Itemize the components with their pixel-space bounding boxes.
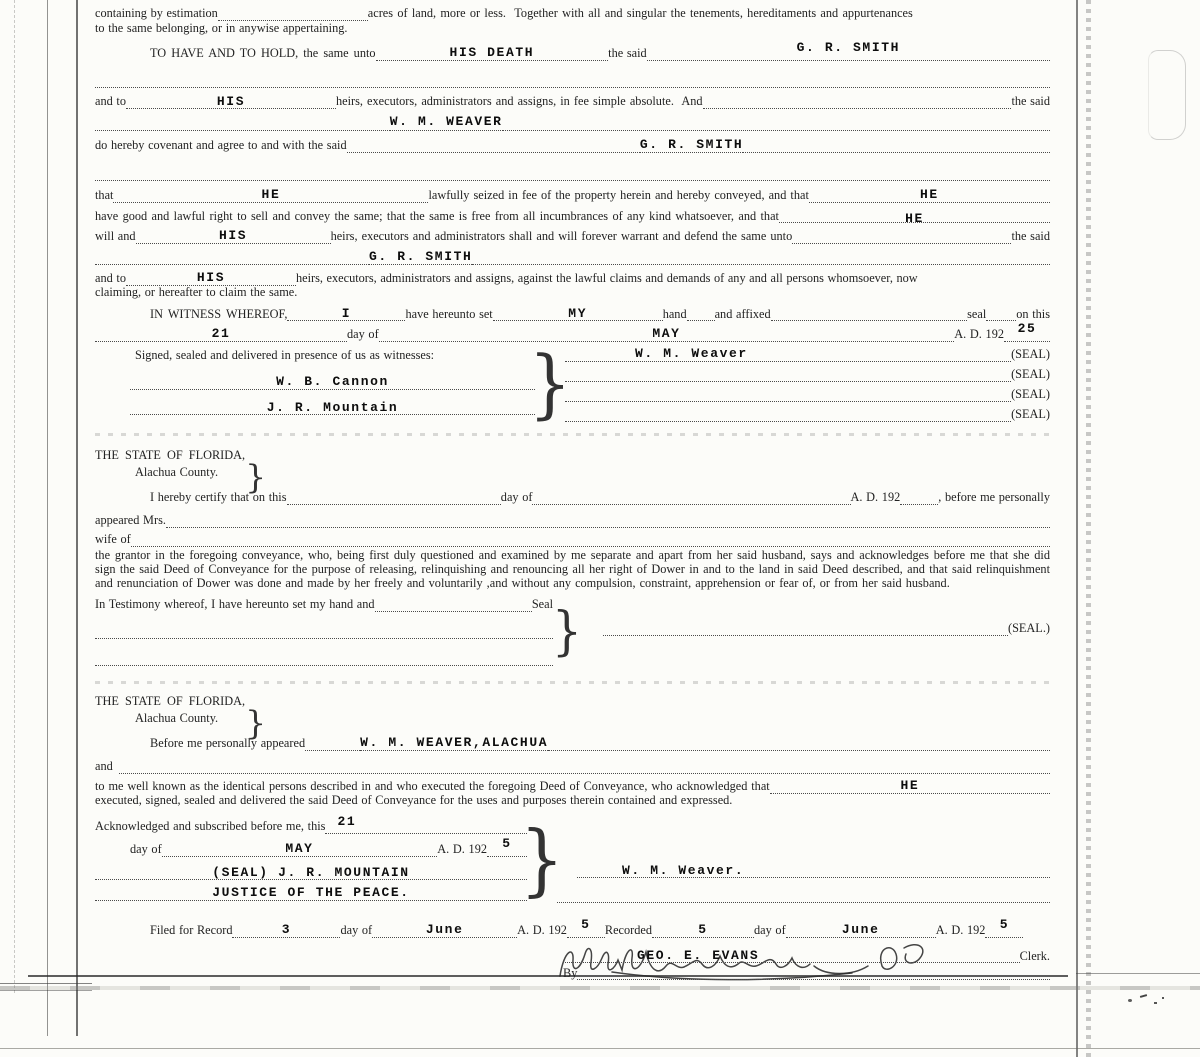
printed-text: executed, signed, sealed and delivered the said Deed of Conveyance for the uses and purposes therein contained and expressed. [95, 792, 733, 807]
printed-text: (SEAL) [1011, 406, 1050, 421]
fill-line [565, 949, 1020, 964]
typed-entry: W. M. WEAVER,ALACHUA [360, 734, 549, 750]
printed-text: A. D. 192 [850, 489, 901, 504]
typed-entry: HE [920, 187, 939, 203]
left-cross-line-1 [0, 983, 92, 984]
printed-text: have good and lawful right to sell and convey the same; that the same is free from all incumbrances of any kind whatsoever, and that [95, 208, 779, 223]
fill-line [95, 264, 369, 265]
typed-entry: MY [568, 305, 588, 321]
fill-line [493, 307, 663, 322]
fill-line [218, 20, 368, 21]
fill-line [770, 779, 1050, 794]
form-line [95, 514, 1050, 528]
typed-entry: 5 [698, 922, 708, 938]
printed-text: THE STATE OF FLORIDA, [95, 447, 246, 462]
printed-text: do hereby covenant and agree to and with the said [95, 138, 347, 153]
printed-text: to me well known as the identical persons described in and who executed the foregoing Deed of Conveyance, who acknowledged that [95, 778, 770, 793]
printed-text: Filed for Record [150, 923, 233, 938]
fill-line [557, 902, 1050, 903]
printed-text: I hereby certify that on this [150, 489, 287, 504]
typed-entry: G. R. SMITH [796, 40, 901, 55]
typed-entry: HIS [216, 93, 246, 109]
typed-entry: 21 [211, 326, 231, 342]
bottom-edge-line-right [1076, 973, 1200, 974]
typed-entry: June [841, 922, 880, 938]
form-line [95, 625, 553, 639]
typed-entry: J. R. Mountain [266, 399, 399, 415]
form-line [95, 188, 1050, 203]
printed-text: on this [1016, 306, 1050, 321]
printed-text: Signed, sealed and delivered in presence of us as witnesses: [135, 348, 435, 363]
fill-line [95, 130, 390, 131]
printed-text: and [95, 759, 113, 774]
printed-text: TO HAVE AND TO HOLD, the same unto [150, 45, 376, 60]
printed-text: and to [95, 271, 126, 286]
printed-text: seal [967, 306, 987, 321]
form-line [95, 736, 1050, 752]
printed-text: wife of [95, 531, 131, 546]
fill-line [126, 271, 296, 286]
right-edge-rule [1076, 0, 1078, 1057]
form-line [95, 491, 1050, 505]
bottom-page-line [0, 1048, 1200, 1049]
fill-line [162, 842, 438, 857]
typed-entry: 5 [999, 917, 1010, 933]
form-line [95, 321, 1050, 342]
printed-text: (SEAL.) [1007, 620, 1050, 635]
printed-text: A. D. 192 [935, 923, 986, 938]
printed-text: claiming, or hereafter to claim the same. [95, 285, 298, 300]
form-line [95, 229, 1050, 244]
form-line [95, 209, 1050, 224]
form-line [95, 966, 1050, 980]
fill-line [131, 546, 1050, 547]
fill-line [95, 665, 553, 666]
fill-line [743, 152, 1050, 153]
fill-line [771, 320, 968, 321]
fill-line [95, 866, 527, 881]
printed-text: and to [95, 94, 126, 109]
form-line [95, 286, 1050, 300]
printed-text: Alachua County. [135, 464, 219, 479]
typed-entry: HIS DEATH [449, 45, 535, 60]
printed-text: day of [347, 327, 379, 342]
fill-line [687, 320, 715, 321]
typed-entry: MAY [285, 841, 314, 857]
fill-line [786, 923, 936, 938]
form-line [95, 598, 553, 612]
fill-line [503, 130, 1050, 131]
fill-line [287, 307, 405, 322]
typed-entry: 5 [502, 836, 512, 852]
curly-brace: } [552, 600, 582, 663]
form-line [95, 40, 1050, 61]
brace-column [520, 816, 564, 906]
printed-text: heirs, executors and administrators shall and will forever warrant and defend the same unto [330, 229, 793, 244]
form-line [95, 22, 1050, 36]
fill-line [325, 813, 527, 835]
fill-line [95, 87, 1050, 88]
typed-entry: 3 [281, 922, 292, 938]
fill-line [532, 504, 850, 505]
perforation-rule [95, 433, 1050, 436]
form-line [565, 388, 1050, 402]
ink-speck-1 [1128, 999, 1132, 1002]
typed-entry: W. M. WEAVER [389, 114, 503, 130]
fill-line [305, 750, 360, 751]
fill-line [95, 327, 347, 342]
form-columns [95, 813, 1050, 906]
printed-text: , before me personally [938, 489, 1050, 504]
fill-line [130, 375, 535, 390]
fill-line [565, 347, 1011, 362]
form-line [565, 408, 1050, 422]
form-line [95, 307, 1050, 322]
form-line: THE STATE OF FLORIDA, } [95, 447, 267, 496]
printed-text: heirs, executors, administrators and assigns, in fee simple absolute. And [336, 94, 703, 109]
printed-text: to the same belonging, or in anywise appertaining. [95, 21, 348, 36]
form-col-right [565, 347, 1050, 422]
printed-text: A. D. 192 [437, 842, 487, 857]
fill-line [136, 229, 331, 244]
typed-entry: 5 [581, 917, 591, 933]
fill-line [472, 264, 1050, 265]
printed-text: the said [1011, 94, 1050, 109]
brace-column [528, 340, 572, 428]
fill-line [577, 864, 1050, 879]
printed-text: A. D. 192 [517, 923, 567, 938]
fill-line [792, 243, 1011, 244]
form-line [95, 138, 1050, 154]
printed-text: day of [130, 842, 162, 857]
typed-entry: 25 [1017, 321, 1037, 337]
printed-text: the said [608, 45, 647, 60]
fill-line [565, 421, 1011, 422]
printed-text: day of [340, 923, 373, 938]
fill-line [577, 979, 1050, 980]
form-line [95, 250, 1050, 266]
fill-line [375, 611, 532, 612]
form-line: THE STATE OF FLORIDA, } [95, 693, 267, 742]
printed-text: containing by estimation [95, 6, 218, 21]
fill-line [379, 327, 955, 342]
form-line [95, 533, 1050, 547]
form-col-right [557, 820, 1050, 904]
typed-entry: June [425, 922, 464, 938]
printed-text: and affixed [714, 306, 771, 321]
form-line [95, 74, 1050, 88]
form-line [95, 886, 527, 901]
printed-text: (SEAL) [1011, 346, 1050, 361]
fill-line [130, 401, 535, 416]
form-line [95, 760, 1050, 774]
perforation-rule [95, 681, 1050, 684]
typed-entry: JUSTICE OF THE PEACE. [212, 885, 410, 901]
form-line [95, 401, 535, 416]
printed-text: hand [662, 306, 687, 321]
form-line [581, 622, 1050, 636]
printed-text: (SEAL) [1011, 386, 1050, 401]
curly-brace: } [528, 340, 572, 428]
form-line [95, 917, 1050, 938]
punch-hole-mark [1148, 50, 1186, 140]
form-line [95, 95, 1050, 110]
typed-entry: G. R. SMITH [639, 136, 744, 152]
form-line [565, 347, 1050, 362]
form-line [95, 836, 527, 857]
fill-line [548, 750, 1050, 751]
printed-text: the said [1011, 229, 1050, 244]
printed-text: heirs, executors, administrators and assigns, against the lawful claims and demands of any and all persons whomsoever, now [296, 271, 918, 286]
fill-line [986, 320, 1016, 321]
fill-line [565, 381, 1011, 382]
form-line [95, 349, 535, 363]
printed-text: day of [500, 489, 533, 504]
brace-column [553, 598, 581, 666]
fill-line [113, 188, 428, 203]
form-col-right [581, 598, 1050, 666]
printed-text: Before me personally appeared [150, 736, 306, 751]
fill-line [900, 504, 938, 505]
fill-line [1004, 321, 1050, 342]
typed-entry: 21 [337, 813, 357, 829]
printed-text: By [563, 965, 578, 980]
printed-text: A. D. 192 [954, 327, 1004, 342]
typed-entry: HE [900, 778, 920, 794]
typed-entry: I [341, 305, 352, 321]
printed-text: Recorded [604, 923, 652, 938]
fill-line [647, 40, 1050, 61]
form-line [95, 866, 527, 881]
form-line [95, 712, 1050, 726]
form-line [95, 813, 527, 835]
ink-speck-4 [1162, 997, 1164, 999]
fill-line [119, 773, 1050, 774]
left-margin-rule-outer [76, 0, 78, 1036]
printed-text: lawfully seized in fee of the property herein and hereby conveyed, and that [428, 187, 809, 202]
printed-text: Clerk. [1019, 948, 1050, 963]
left-cross-line-2 [0, 990, 92, 991]
printed-text: In Testimony whereof, I have hereunto set my hand and [95, 596, 375, 611]
fill-line [376, 46, 609, 61]
typed-entry: G. R. SMITH [369, 248, 473, 264]
form-line [95, 115, 1050, 131]
form-line [95, 271, 1050, 286]
form-line [95, 466, 1050, 480]
typed-entry: HIS [196, 270, 226, 286]
typed-entry: HE [905, 210, 924, 226]
fill-line [126, 95, 336, 110]
fill-line [809, 188, 1050, 203]
form-paragraph: the grantor in the foregoing conveyance, who, being first duly questioned and examined by me separate and apart from her said husband, says and acknowledges before me that she did sign the said Deed of Conveyance for the purpose of releasing, relinquishing and renouncing all her right of Dower in and to the land in said Deed described, and that said relinquishment and renunciation of Dower was done and made by her freely and voluntarily ,and without any compulsion, constraint, apprehension or fear of, or from her said husband. [95, 547, 1050, 590]
printed-text: Alachua County. [135, 710, 219, 725]
fill-line [95, 180, 1050, 181]
typed-entry: GEO. E. EVANS [637, 947, 760, 963]
fill-line [347, 152, 640, 153]
form-line [95, 375, 535, 390]
form-line [557, 864, 1050, 879]
printed-text: THE STATE OF FLORIDA, [95, 693, 246, 708]
fill-line [166, 527, 1050, 528]
form-line [95, 949, 1050, 964]
form-col-left [95, 813, 527, 904]
curly-brace: } [520, 816, 564, 906]
deed-content [95, 2, 1050, 980]
fill-line [779, 209, 1050, 224]
printed-text: that [95, 187, 114, 202]
printed-text: have hereunto set [405, 306, 493, 321]
fill-line [232, 923, 340, 938]
form-columns [95, 598, 1050, 666]
fill-line [565, 401, 1011, 402]
typed-entry: (SEAL) J. R. MOUNTAIN [212, 864, 410, 880]
typed-entry: W. B. Cannon [276, 374, 389, 390]
form-line [565, 368, 1050, 382]
printed-text: day of [754, 923, 786, 938]
form-line [95, 7, 1050, 21]
typed-entry: HIS [218, 228, 248, 244]
printed-text: acres of land, more or less. Together with all and singular the tenements, hereditaments and appurtenances [367, 6, 913, 21]
fill-line [95, 638, 553, 639]
printed-text: appeared Mrs. [95, 512, 166, 527]
form-columns [95, 340, 1050, 428]
form-line [557, 889, 1050, 903]
form-col-left [95, 347, 535, 422]
fill-line [603, 635, 1008, 636]
fill-line [703, 108, 1012, 109]
form-line [95, 779, 1050, 794]
left-margin-rule-inner [47, 0, 48, 1036]
printed-text: (SEAL) [1011, 366, 1050, 381]
typed-entry: W. M. Weaver. [622, 862, 745, 878]
ink-speck-2 [1140, 994, 1147, 998]
left-margin-rule-faint [14, 0, 15, 993]
printed-text: Seal [531, 596, 553, 611]
form-col-left [95, 598, 553, 666]
ink-speck-3 [1154, 1002, 1157, 1004]
fill-line [985, 917, 1023, 938]
right-edge-texture [1086, 0, 1091, 1057]
printed-text: Acknowledged and subscribed before me, this [95, 819, 326, 834]
fill-line [372, 923, 517, 938]
form-line [95, 167, 1050, 181]
form-line [95, 652, 553, 666]
typed-entry: MAY [652, 326, 681, 342]
fill-line [287, 504, 501, 505]
fill-line [652, 923, 754, 938]
fill-line [567, 917, 605, 938]
form-line [95, 794, 1050, 808]
printed-text: will and [95, 229, 136, 244]
fill-line [95, 886, 527, 901]
typed-entry: HE [261, 187, 281, 203]
printed-text: IN WITNESS WHEREOF, [150, 306, 288, 321]
typed-entry: W. M. Weaver [635, 346, 748, 362]
